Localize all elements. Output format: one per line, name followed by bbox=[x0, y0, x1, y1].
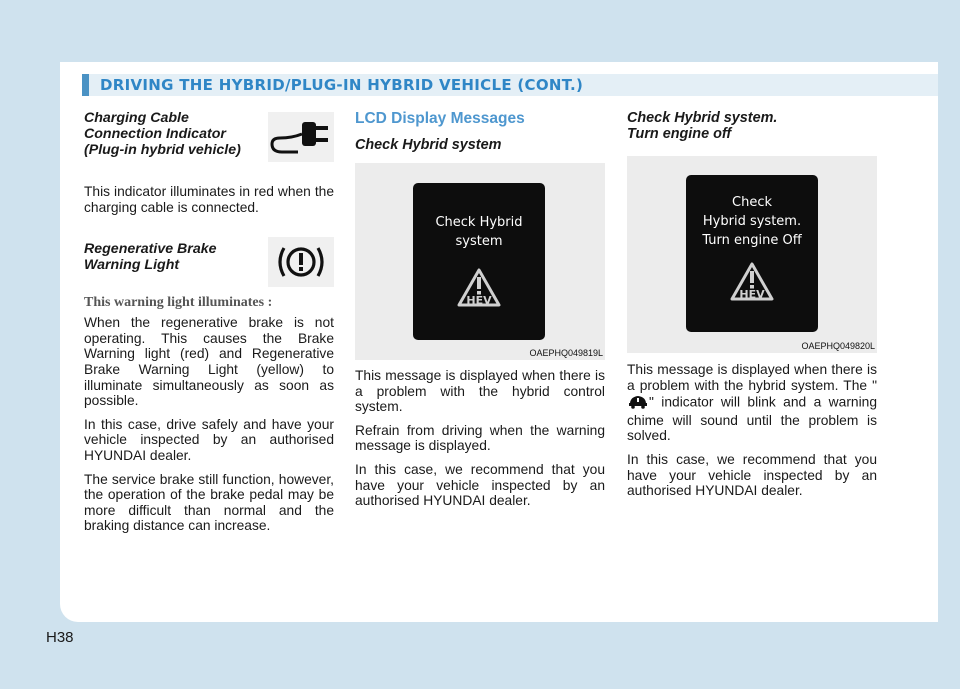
hev-badge-text: HEV bbox=[466, 294, 492, 307]
subheading-line: Check Hybrid system. bbox=[627, 110, 778, 126]
column-1 bbox=[84, 110, 334, 542]
hev-badge-text: HEV bbox=[739, 288, 765, 301]
check-hybrid-paragraph: This message is displayed when there is a problem with the hybrid control system. bbox=[355, 368, 605, 415]
column-3-text bbox=[627, 362, 877, 507]
charging-title-line: (Plug-in hybrid vehicle) bbox=[84, 142, 241, 158]
column-2-text bbox=[355, 368, 605, 517]
regen-paragraph: When the regenerative brake is not operating. This causes the Brake Warning light (red) and Regenerative Brake Warning Light (yellow) to illuminate simultaneously as soon as possible. bbox=[84, 315, 334, 409]
lcd-screen bbox=[413, 183, 545, 340]
lcd-section-heading: LCD Display Messages bbox=[355, 110, 525, 127]
figure-code: OAEPHQ049819L bbox=[529, 348, 603, 358]
regen-paragraph: The service brake still function, however, the operation of the brake pedal may be more difficult than normal and the braking distance can increase. bbox=[84, 471, 334, 534]
subheading-line: Turn engine off bbox=[627, 126, 732, 142]
plug-icon bbox=[268, 112, 334, 162]
lcd-line: Check bbox=[732, 195, 772, 210]
figure-code: OAEPHQ049820L bbox=[801, 341, 875, 351]
car-warning-icon bbox=[627, 393, 649, 413]
lcd-message bbox=[413, 213, 545, 251]
regen-section-header bbox=[84, 241, 334, 295]
lcd-line: Hybrid system. bbox=[702, 214, 802, 229]
brake-warning-icon bbox=[268, 237, 334, 287]
lcd-figure-turn-engine-off bbox=[627, 156, 877, 353]
regen-title-line: Warning Light bbox=[84, 257, 180, 274]
regen-indicator-title bbox=[84, 241, 264, 273]
charging-title-line: Charging Cable bbox=[84, 110, 189, 126]
page-number: H38 bbox=[46, 629, 74, 646]
paragraph-text: This message is displayed when there is a problem with the hybrid system. The " bbox=[627, 362, 877, 393]
lcd-figure-check-hybrid bbox=[355, 163, 605, 360]
regen-paragraph: In this case, drive safely and have your vehicle inspected by an authorised HYUNDAI dealer. bbox=[84, 416, 334, 463]
lcd-message bbox=[686, 193, 818, 250]
check-hybrid-paragraph: In this case, we recommend that you have your vehicle inspected by an authorised HYUNDAI dealer. bbox=[355, 461, 605, 509]
lcd-line: system bbox=[455, 234, 503, 249]
charging-indicator-title bbox=[84, 110, 264, 158]
turn-engine-off-paragraph: In this case, we recommend that you have your vehicle inspected by an authorised HYUNDAI dealer. bbox=[627, 451, 877, 499]
lcd-screen bbox=[686, 175, 818, 332]
charging-section-header bbox=[84, 110, 334, 164]
check-hybrid-subheading: Check Hybrid system bbox=[355, 137, 502, 153]
regen-note: This warning light illuminates : bbox=[84, 295, 273, 311]
check-hybrid-paragraph: Refrain from driving when the warning message is displayed. bbox=[355, 422, 605, 454]
turn-engine-off-subheading bbox=[627, 110, 877, 142]
hev-warning-icon bbox=[456, 267, 502, 315]
column-2 bbox=[355, 110, 605, 153]
regen-title-line: Regenerative Brake bbox=[84, 241, 217, 258]
hev-warning-icon bbox=[729, 261, 775, 309]
header-accent bbox=[82, 74, 89, 96]
turn-engine-off-paragraph bbox=[627, 362, 877, 444]
charging-title-line: Connection Indicator bbox=[84, 126, 226, 142]
charging-description: This indicator illuminates in red when the charging cable is connected. bbox=[84, 184, 334, 215]
column-3 bbox=[627, 110, 877, 142]
page-header-title: DRIVING THE HYBRID/PLUG-IN HYBRID VEHICLE (CONT.) bbox=[100, 76, 584, 94]
paragraph-text: " indicator will blink and a warning chime will sound until the problem is solved. bbox=[627, 394, 877, 444]
lcd-line: Check Hybrid bbox=[435, 215, 523, 230]
lcd-line: Turn engine Off bbox=[702, 233, 802, 248]
